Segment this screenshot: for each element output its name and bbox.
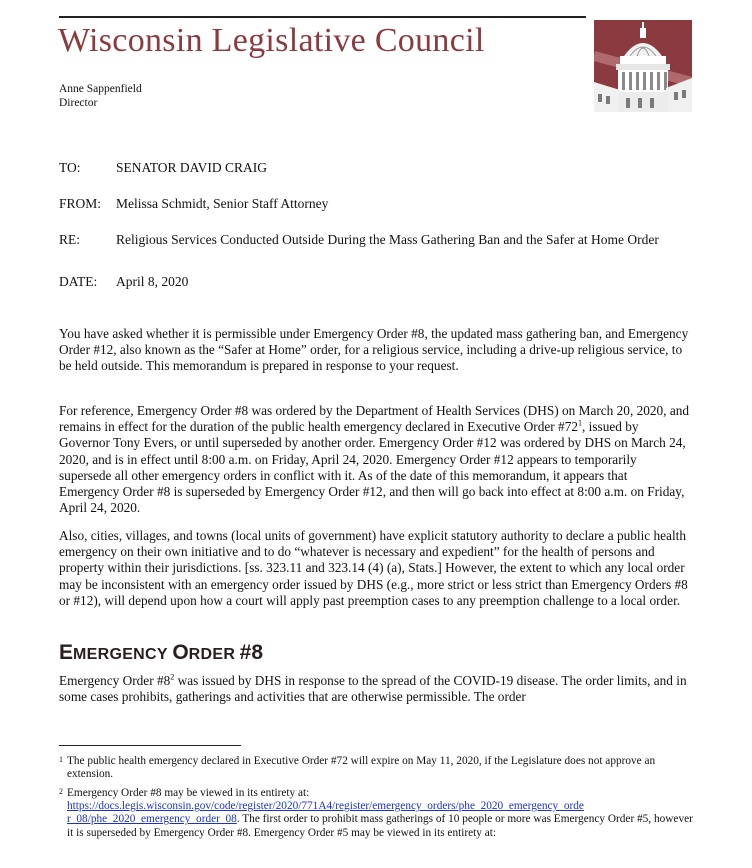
footnote-ref-1: 1 bbox=[578, 418, 582, 428]
memo-date-label: DATE: bbox=[59, 274, 98, 289]
body-paragraph-2-text-b: , issued by Governor Tony Evers, or until superseded by another order. Emergency Order #12 was ordered by DHS on March 24, 2020, and is in effect until 8:00 a.m. on Friday, April 24, 2020. Emergency Order #12 appears to temporarily supersede all other emergency orders in conflict with it. As of the date of this memorandum, it appears that Emergency Order #8 is superseded by Emergency Order #12, and then will go back into effect at 8:00 a.m. on Friday, April 24, 2020. bbox=[59, 419, 686, 516]
section-heading bbox=[59, 641, 263, 665]
body-paragraph-4-text-b: was issued by DHS in response to the spread of the COVID-19 disease. The order limits, and in some cases prohibits, gatherings and activities that are otherwise permissible. The order bbox=[59, 673, 687, 705]
capitol-dome-logo bbox=[594, 20, 692, 112]
footnote-2-continuation bbox=[67, 813, 697, 839]
memo-to-value: SENATOR DAVID CRAIG bbox=[116, 160, 268, 175]
footnote-2-link-part-1[interactable]: https://docs.legis.wisconsin.gov/code/register/2020/771A4/register/emergency_orders/phe_2020_emergency_orde bbox=[67, 800, 584, 813]
body-paragraph-2 bbox=[59, 403, 691, 516]
section-heading-mergency: MERGENCY bbox=[73, 646, 168, 663]
section-heading-rder: RDER bbox=[188, 646, 236, 663]
section-heading-e: E bbox=[59, 641, 74, 664]
memo-re-label: RE: bbox=[59, 232, 81, 247]
body-paragraph-2-text-a: For reference, Emergency Order #8 was ordered by the Department of Health Services (DHS) on March 20, 2020, and remains in effect for the duration of the public health emergency declared in Executive Order #72 bbox=[59, 403, 690, 435]
header-top-rule bbox=[59, 16, 586, 18]
footnote-2-link-line-1 bbox=[67, 800, 697, 813]
body-paragraph-3: Also, cities, villages, and towns (local units of government) have explicit statutory authority to declare a public health emergency on their own initiative and to do “whatever is necessary and expedient” for the health of persons and property within their jurisdictions. [ss. 323.11 and 323.14 (4) (a), Stats.] However, the extent to which any local order may be inconsistent with an emergency order issued by DHS (e.g., more strict or less strict than Emergency Orders #8 or #12), will depend upon how a court will apply past preemption cases to any preemption challenge to a local order. bbox=[59, 528, 688, 608]
memo-from-value: Melissa Schmidt, Senior Staff Attorney bbox=[116, 196, 329, 211]
body-paragraph-4-text-a: Emergency Order #8 bbox=[59, 673, 171, 688]
footnote-2-tail: . The first order to prohibit mass gatherings of 10 people or more was Emergency Order #5, however it is superseded by Emergency Order #8. Emergency Order #5 may be viewed in its entirety at: bbox=[67, 813, 693, 839]
footnote-1-number: 1 bbox=[59, 755, 63, 764]
footnote-2-link-part-2[interactable]: r_08/phe_2020_emergency_order_08 bbox=[67, 813, 237, 826]
memo-re-value: Religious Services Conducted Outside During the Mass Gathering Ban and the Safer at Home Order bbox=[116, 232, 659, 247]
body-paragraph-4 bbox=[59, 673, 691, 705]
memo-to-label: TO: bbox=[59, 160, 81, 175]
footnote-ref-2: 2 bbox=[170, 672, 175, 682]
footnote-2-body bbox=[67, 787, 697, 840]
memo-from-label: FROM: bbox=[59, 196, 102, 211]
footnote-1-text: The public health emergency declared in Executive Order #72 will expire on May 11, 2020, if the Legislature does not approve an extension. bbox=[67, 755, 656, 781]
director-name: Anne Sappenfield bbox=[59, 83, 142, 95]
director-block bbox=[59, 82, 142, 110]
capitol-dome-icon bbox=[594, 20, 692, 112]
section-heading-o: O bbox=[172, 641, 189, 664]
footnote-2-number: 2 bbox=[59, 787, 63, 796]
footnote-rule bbox=[59, 745, 241, 746]
org-title: Wisconsin Legislative Council bbox=[58, 22, 485, 59]
body-paragraph-1: You have asked whether it is permissible under Emergency Order #8, the updated mass gathering ban, and Emergency Order #12, also known as the “Safer at Home” order, for a religious service, including a drive-up religious service, to be held outside. This memorandum is prepared in response to your request. bbox=[59, 326, 689, 374]
section-heading-number: #8 bbox=[239, 641, 264, 664]
director-title: Director bbox=[59, 97, 98, 109]
footnote-2-intro: Emergency Order #8 may be viewed in its entirety at: bbox=[67, 787, 310, 799]
memo-date-value: April 8, 2020 bbox=[116, 274, 189, 289]
